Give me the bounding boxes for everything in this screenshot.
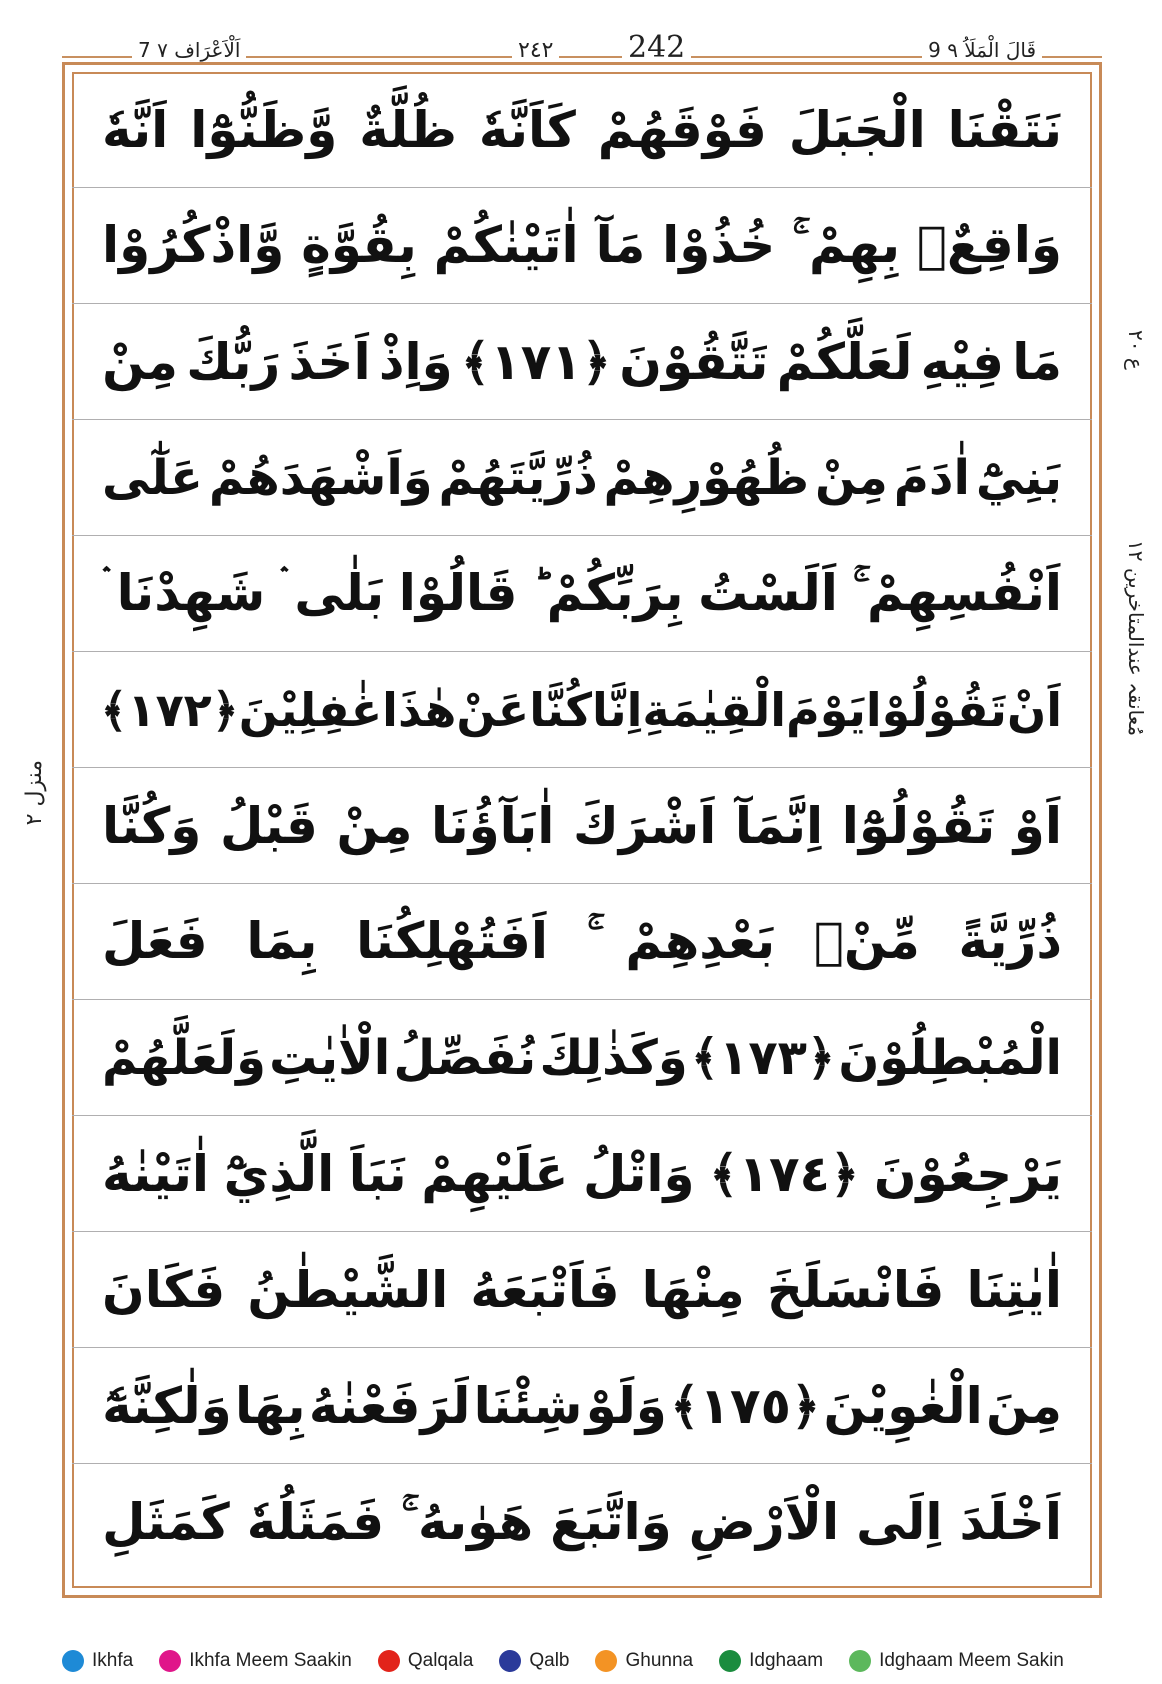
verse-text <box>102 450 1062 506</box>
verse-line <box>72 536 1092 652</box>
verse-word: الْجَبَلَ <box>788 100 926 159</box>
verse-word: فَاَتْبَعَهُ <box>470 1260 620 1319</box>
verse-word: وَاَشْهَدَهُمْ <box>208 449 433 506</box>
legend-label: Qalb <box>529 1650 570 1671</box>
verse-word: وَاتْلُ <box>582 1144 695 1203</box>
verse-word: اٰتَيْنٰهُ <box>102 1144 210 1203</box>
legend-item-ghunna <box>595 1650 693 1672</box>
verse-text <box>102 333 1062 391</box>
verse-word: ﴿١٧١﴾ <box>460 332 612 391</box>
verse-word: ﴿١٧٥﴾ <box>670 1376 821 1435</box>
verse-line <box>72 72 1092 188</box>
surah-title: 7 اَلْاَعْرَاف ٧ <box>132 38 246 62</box>
color-dot-icon <box>378 1650 400 1672</box>
verse-word: تَقُوْلُوْٓا <box>841 796 996 855</box>
color-dot-icon <box>595 1650 617 1672</box>
verse-word: كَاَنَّهٗ <box>478 100 576 159</box>
legend-item-qalqala <box>378 1650 474 1672</box>
color-dot-icon <box>849 1650 871 1672</box>
verse-word: بِمَا <box>246 912 318 970</box>
verse-text <box>102 1145 1062 1203</box>
verse-word: فَكَانَ <box>102 1260 226 1319</box>
verse-line <box>72 1232 1092 1348</box>
verse-word: اَشْرَكَ <box>573 796 717 855</box>
verse-word: كُنَّا <box>529 682 593 737</box>
verse-word: عَنْ <box>456 682 530 737</box>
page-number-arabic: ٢٤٢ <box>512 38 559 63</box>
verse-word: الشَّيْطٰنُ <box>247 1260 449 1319</box>
verse-line <box>72 420 1092 536</box>
verse-word: اَنَّهٗ <box>102 100 169 159</box>
verse-word: شِئْنَا <box>473 1376 583 1435</box>
verse-text <box>102 101 1062 159</box>
verse-word: نَبَاَ <box>348 1144 407 1203</box>
verse-text <box>102 1261 1062 1319</box>
verse-word: ذُرِّيَّةً <box>958 912 1062 970</box>
verse-word: اٰبَآؤُنَا <box>431 796 555 855</box>
verse-word: اِنَّمَآ <box>734 796 824 855</box>
verse-line <box>72 1116 1092 1232</box>
verse-word: مِنْهَا <box>641 1260 745 1319</box>
legend-label: Idghaam Meem Sakin <box>879 1650 1064 1671</box>
legend-label: Ikhfa Meem Saakin <box>189 1650 352 1671</box>
quran-text <box>72 72 1092 1588</box>
verse-text <box>102 216 1062 275</box>
juz-title: 9 قَالَ الْمَلَاُ ٩ <box>922 38 1042 62</box>
legend-label: Ghunna <box>625 1650 694 1671</box>
verse-word: اِنَّا <box>592 682 643 737</box>
legend-label: Ikhfa <box>92 1650 134 1671</box>
verse-word: مِنْ <box>336 796 413 855</box>
verse-text <box>102 564 1062 623</box>
verse-word: فَانْسَلَخَ <box>766 1260 945 1319</box>
verse-word: لَعَلَّكُمْ <box>776 332 913 391</box>
verse-word: ذُرِّيَّتَهُمْ <box>438 449 598 506</box>
verse-word: ظُهُوْرِهِمْ <box>603 449 810 506</box>
verse-word: اٰدَمَ <box>893 449 970 506</box>
verse-word: وَكُنَّا <box>102 796 202 855</box>
verse-line <box>72 652 1092 768</box>
verse-text <box>102 683 1062 737</box>
verse-word: يَرْجِعُوْنَ <box>873 1144 1062 1203</box>
verse-word: مِّنْۢ <box>813 912 920 970</box>
verse-word: الْقِيٰمَةِ <box>642 682 787 737</box>
legend-label: Qalqala <box>407 1650 474 1671</box>
page-number: 242 <box>622 30 691 65</box>
verse-word: الْاٰيٰتِ <box>269 1029 391 1086</box>
verse-text <box>102 1377 1062 1435</box>
verse-text <box>102 912 1062 971</box>
verse-word: بِرَبِّكُمْ <box>546 564 684 622</box>
verse-word: هَوٰىهُ <box>418 1492 534 1551</box>
verse-word: قَبْلُ <box>220 796 318 855</box>
verse-word: لَرَفَعْنٰهُ <box>308 1376 471 1435</box>
color-dot-icon <box>62 1650 84 1672</box>
verse-word: وَّاذْكُرُوْا <box>102 216 285 274</box>
verse-word: عَلٰٓى <box>102 449 203 506</box>
verse-word: غٰفِلِيْنَ <box>238 682 383 737</box>
verse-word: هٰذَا <box>382 682 457 737</box>
verse-word: خُذُوْا <box>662 216 776 274</box>
verse-word: كَمَثَلِ <box>102 1492 230 1551</box>
verse-word: بِهِمْ <box>809 216 901 274</box>
verse-word: الَّذِيْٓ <box>223 1144 335 1203</box>
verse-text <box>102 797 1062 855</box>
verse-line <box>72 768 1092 884</box>
verse-word: اَلَسْتُ <box>698 564 838 622</box>
manzil-note: منزل ٢ <box>22 760 47 826</box>
verse-word: ﴿١٧٤﴾ <box>709 1144 860 1203</box>
verse-word: وَاتَّبَعَ <box>550 1492 672 1551</box>
verse-word: وَلَعَلَّهُمْ <box>102 1029 266 1086</box>
verse-word: بِقُوَّةٍ <box>301 216 417 274</box>
legend-label: Idghaam <box>749 1650 824 1671</box>
verse-word: اَخَذَ <box>288 332 371 391</box>
legend-item-qalb <box>499 1650 569 1672</box>
verse-word: رَبُّكَ <box>186 332 281 391</box>
verse-word: مِنْ <box>102 332 179 391</box>
verse-word: اٰيٰتِنَا <box>966 1260 1062 1319</box>
verse-word: تَقُوْلُوْا <box>865 682 1007 737</box>
verse-word: عَلَيْهِمْ <box>421 1144 569 1203</box>
verse-word: شَهِدْنَا <box>116 564 266 622</box>
verse-word: وَاِذْ <box>378 332 453 391</box>
verse-word: مَآ <box>595 216 646 274</box>
verse-line <box>72 1464 1092 1580</box>
verse-word: بَلٰى <box>294 564 385 622</box>
verse-word: ﴿١٧٣﴾ <box>690 1029 836 1086</box>
verse-line <box>72 1348 1092 1464</box>
verse-word: اَوْ <box>1013 796 1062 855</box>
verse-word: ظُلَّةٌ <box>359 100 458 159</box>
legend-item-idghaam-meem-sakin <box>849 1650 1064 1672</box>
verse-word: نُفَصِّلُ <box>393 1029 537 1086</box>
verse-word: فَوْقَهُمْ <box>597 100 767 159</box>
verse-word: اِلَى <box>856 1492 943 1551</box>
verse-word: فَعَلَ <box>102 912 208 970</box>
legend-item-idghaam <box>719 1650 823 1672</box>
verse-line <box>72 188 1092 304</box>
verse-word: الْغٰوِيْنَ <box>823 1376 983 1435</box>
verse-line <box>72 1000 1092 1116</box>
verse-word: فَمَثَلُهٗ <box>246 1492 385 1551</box>
color-dot-icon <box>719 1650 741 1672</box>
verse-word: بَعْدِهِمْ <box>625 912 776 970</box>
verse-word: مَا <box>1012 332 1062 391</box>
verse-word: يَوْمَ <box>786 682 866 737</box>
verse-text <box>102 1030 1062 1086</box>
verse-word: بَنِيْٓ <box>975 449 1062 506</box>
verse-line <box>72 304 1092 420</box>
verse-word: قَالُوْا <box>398 564 518 622</box>
verse-word: تَتَّقُوْنَ <box>619 332 769 391</box>
verse-word: اَنْفُسِهِمْ <box>867 564 1062 622</box>
color-dot-icon <box>159 1650 181 1672</box>
verse-line <box>72 884 1092 1000</box>
verse-word: فِيْهِ <box>920 332 1005 391</box>
verse-word: اٰتَيْنٰكُمْ <box>433 216 579 274</box>
verse-word: ﴿١٧٢﴾ <box>100 682 239 737</box>
verse-word: مِنَ <box>986 1376 1062 1435</box>
verse-word: وَّظَنُّوْٓا <box>190 100 338 159</box>
verse-word: الْمُبْطِلُوْنَ <box>838 1029 1062 1086</box>
verse-word: الْاَرْضِ <box>688 1492 840 1551</box>
color-dot-icon <box>499 1650 521 1672</box>
verse-text <box>102 1493 1062 1552</box>
verse-word: اَفَتُهْلِكُنَا <box>356 912 549 970</box>
ruku-mark: ع ٢٠ <box>1124 330 1148 370</box>
verse-word: اَخْلَدَ <box>959 1492 1062 1551</box>
verse-word: بِهَا <box>235 1376 306 1435</box>
verse-word: مِنْ <box>814 449 888 506</box>
tajweed-legend <box>62 1650 1122 1672</box>
verse-word: وَلٰكِنَّهٗٓ <box>102 1376 232 1435</box>
verse-word: اَنْ <box>1006 682 1062 737</box>
verse-word: نَتَقْنَا <box>947 100 1062 159</box>
verse-word: وَاقِعٌۢ <box>916 216 1062 274</box>
legend-item-ikhfa <box>62 1650 133 1672</box>
verse-word: وَلَوْ <box>585 1376 667 1435</box>
legend-item-ikhfa-meem-saakin <box>159 1650 352 1672</box>
margin-note-right: مُعانقہ عندالمتاخرین ١٢ <box>1124 540 1148 737</box>
verse-word: وَكَذٰلِكَ <box>539 1029 688 1086</box>
